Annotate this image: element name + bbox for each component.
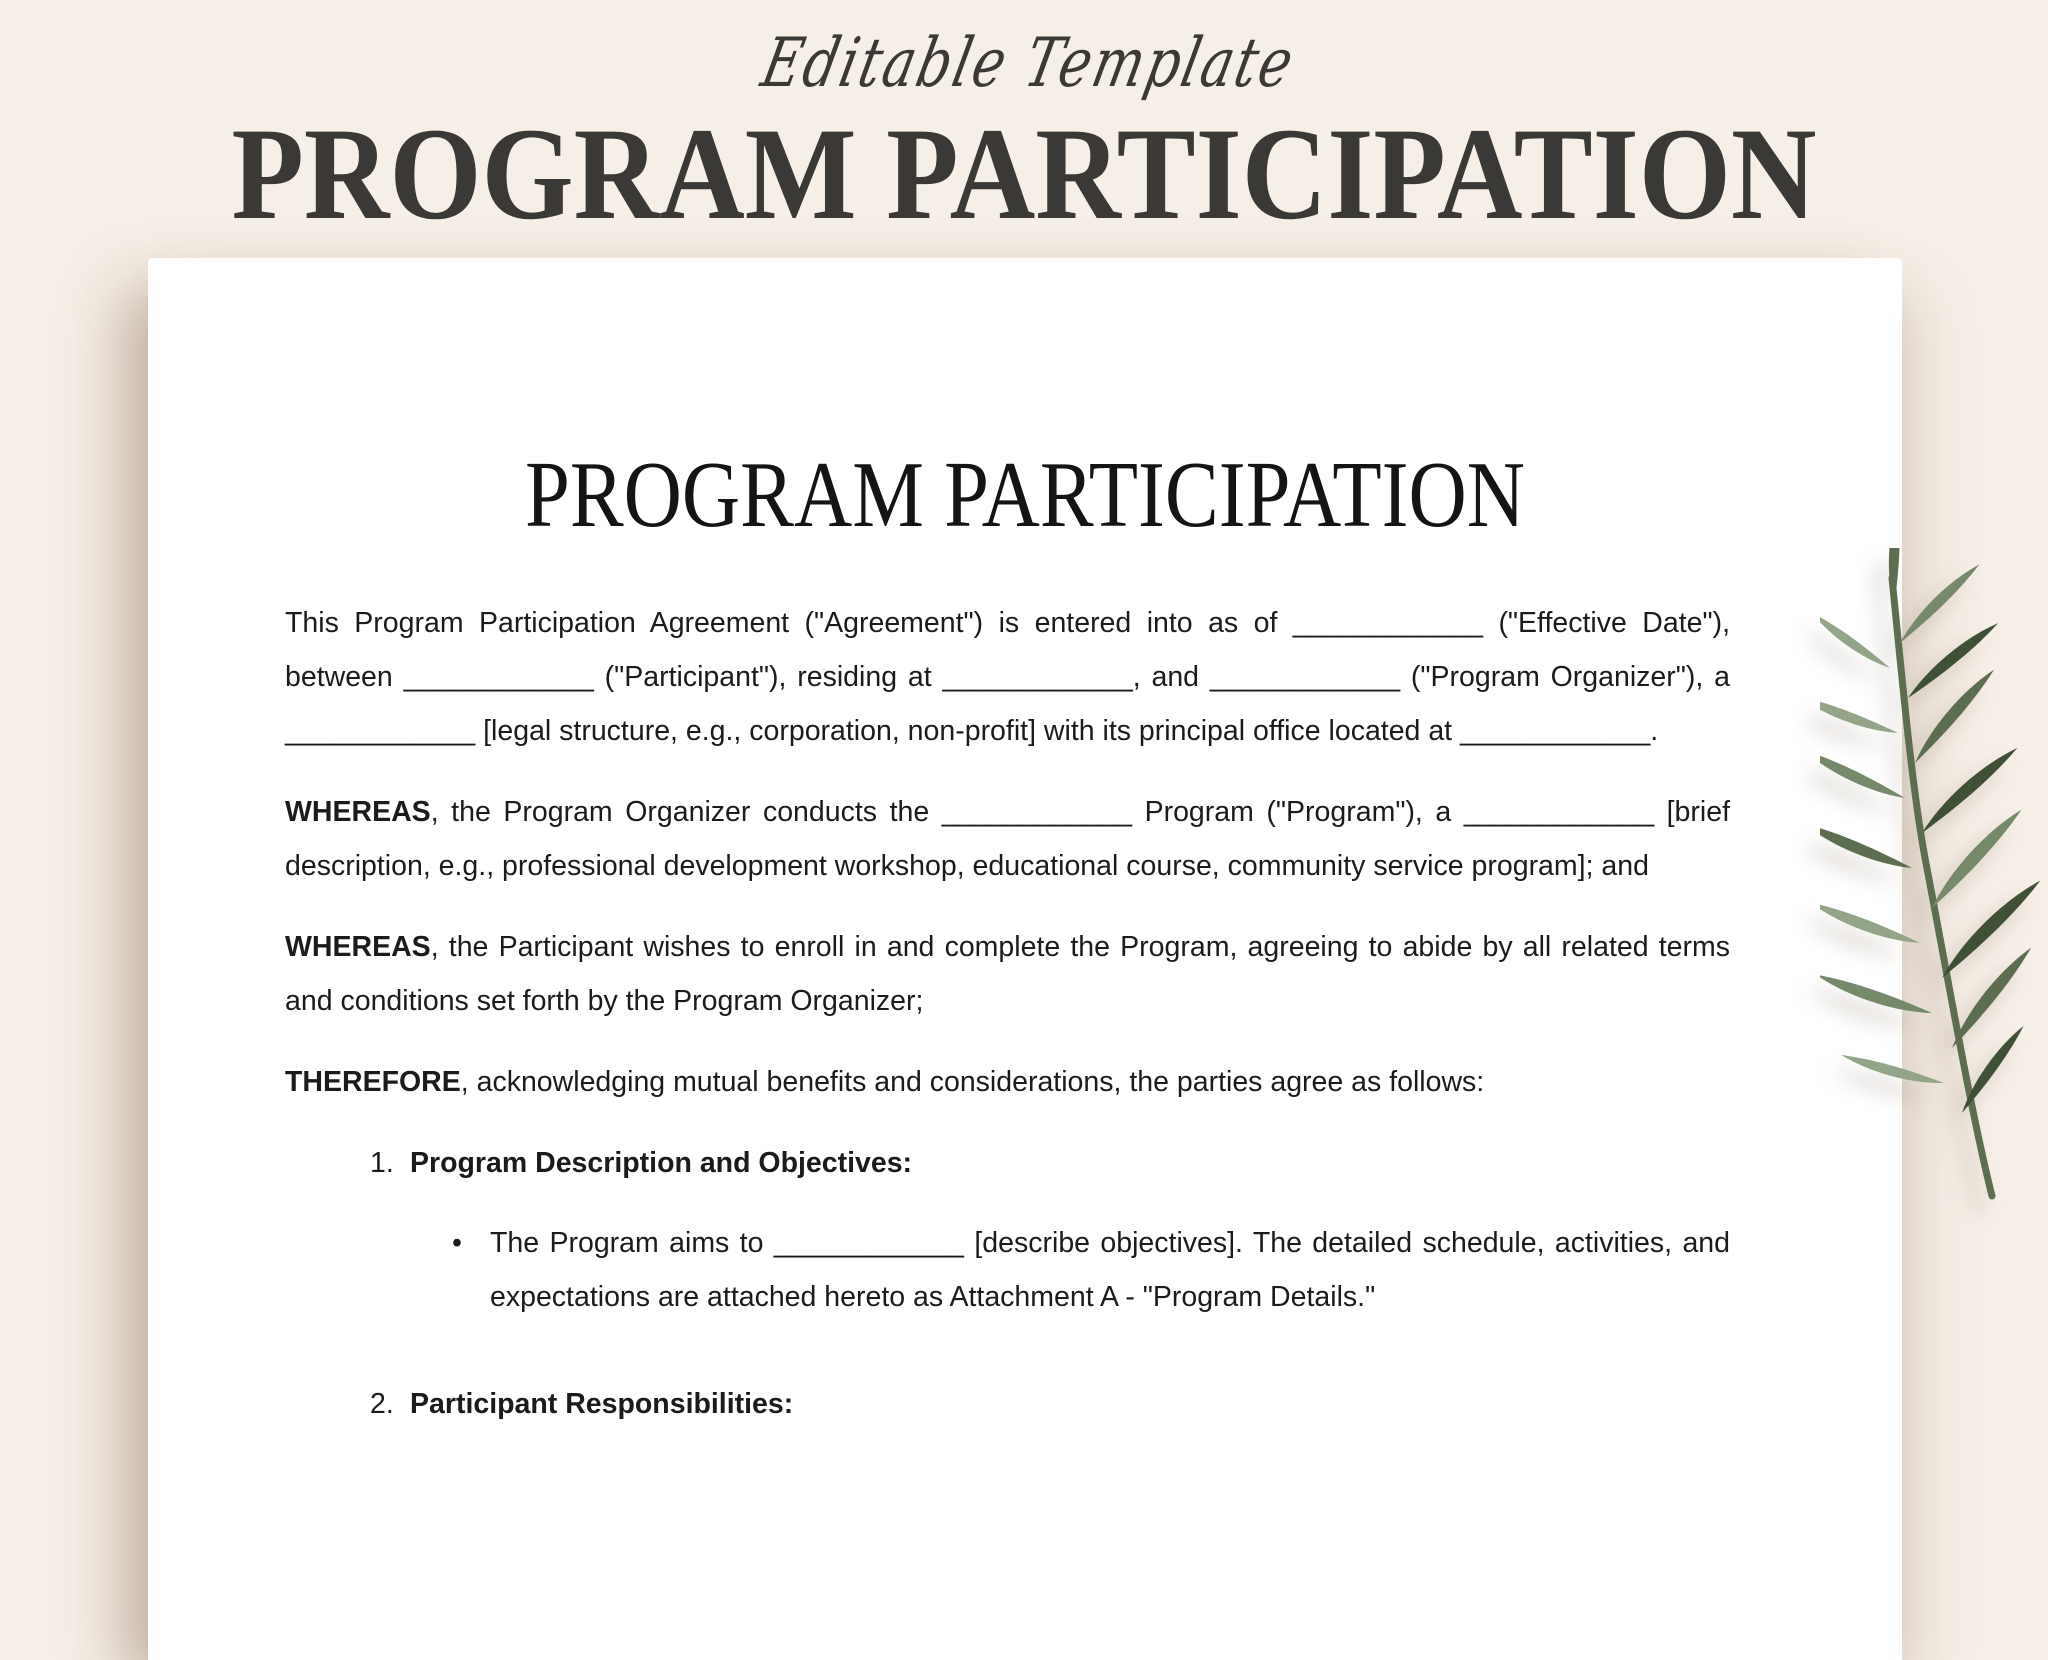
list-item-1-number: 1. [370,1147,394,1179]
sprig-leaf [1820,601,1890,680]
paragraph-whereas-1-text: , the Program Organizer conducts the ____________ Program ("Program"), a ____________ [brief description, e.g., professional development workshop, educational course, community service program]; and [285,796,1730,882]
list-item-2-heading: Participant Responsibilities: [410,1388,794,1420]
paragraph-intro [285,596,1730,758]
paragraph-whereas-2-text: , the Participant wishes to enroll in and complete the Program, agreeing to abide by all related terms and conditions set forth by the Program Organizer; [285,931,1730,1017]
list-item-1-bullet [452,1216,1730,1351]
banner-title [0,90,2048,250]
list-item-1-bullet-text: The Program aims to ____________ [describe objectives]. The detailed schedule, activities, and expectations are attached hereto as Attachment A - "Program Details." [490,1227,1730,1313]
banner-title-text: PROGRAM PARTICIPATION [231,100,1817,247]
list-item-1-heading: Program Description and Objectives: [410,1147,913,1179]
bullet-icon: • [452,1227,462,1259]
paragraph-intro-text: This Program Participation Agreement ("Agreement") is entered into as of ____________ ("Effective Date"), between ____________ ("Participant"), residing at ____________, and ____________ ("Program Organizer"), a ____________ [legal structure, e.g., corporation, non-profit] with its principal office located at ____________. [285,607,1730,747]
sprig-leaf [1820,885,1920,961]
paragraph-whereas-2 [285,920,1730,1028]
list-item-2-number: 2. [370,1388,394,1420]
sprig-leaf [1841,1039,1944,1101]
paragraph-therefore-text: , acknowledging mutual benefits and considerations, the parties agree as follows: [460,1066,1485,1098]
sprig-leaf [1820,956,1932,1032]
document-title-block [148,440,1902,552]
paragraph-therefore-bold: THEREFORE [285,1066,461,1098]
sprig-leaf [1820,681,1898,750]
sprig-leaf [1889,563,1991,643]
sprig-leaf [1820,735,1905,815]
sprig-leaf [1820,807,1912,886]
sprig-leaf [1898,622,2008,698]
document-body [285,596,1730,1431]
list-item-2 [285,1377,1730,1431]
sprig-leaf [1901,669,2008,763]
paragraph-whereas-2-bold: WHEREAS [285,931,431,963]
paragraph-therefore [285,1055,1730,1109]
rosemary-sprig-decoration [1820,548,2048,1208]
document-title: PROGRAM PARTICIPATION [525,443,1525,547]
paragraph-whereas-1-bold: WHEREAS [285,796,431,828]
document-page [148,258,1902,1660]
editable-template-script-label: Editable Template [755,23,1451,103]
paragraph-whereas-1 [285,785,1730,893]
list-item-1 [285,1136,1730,1190]
